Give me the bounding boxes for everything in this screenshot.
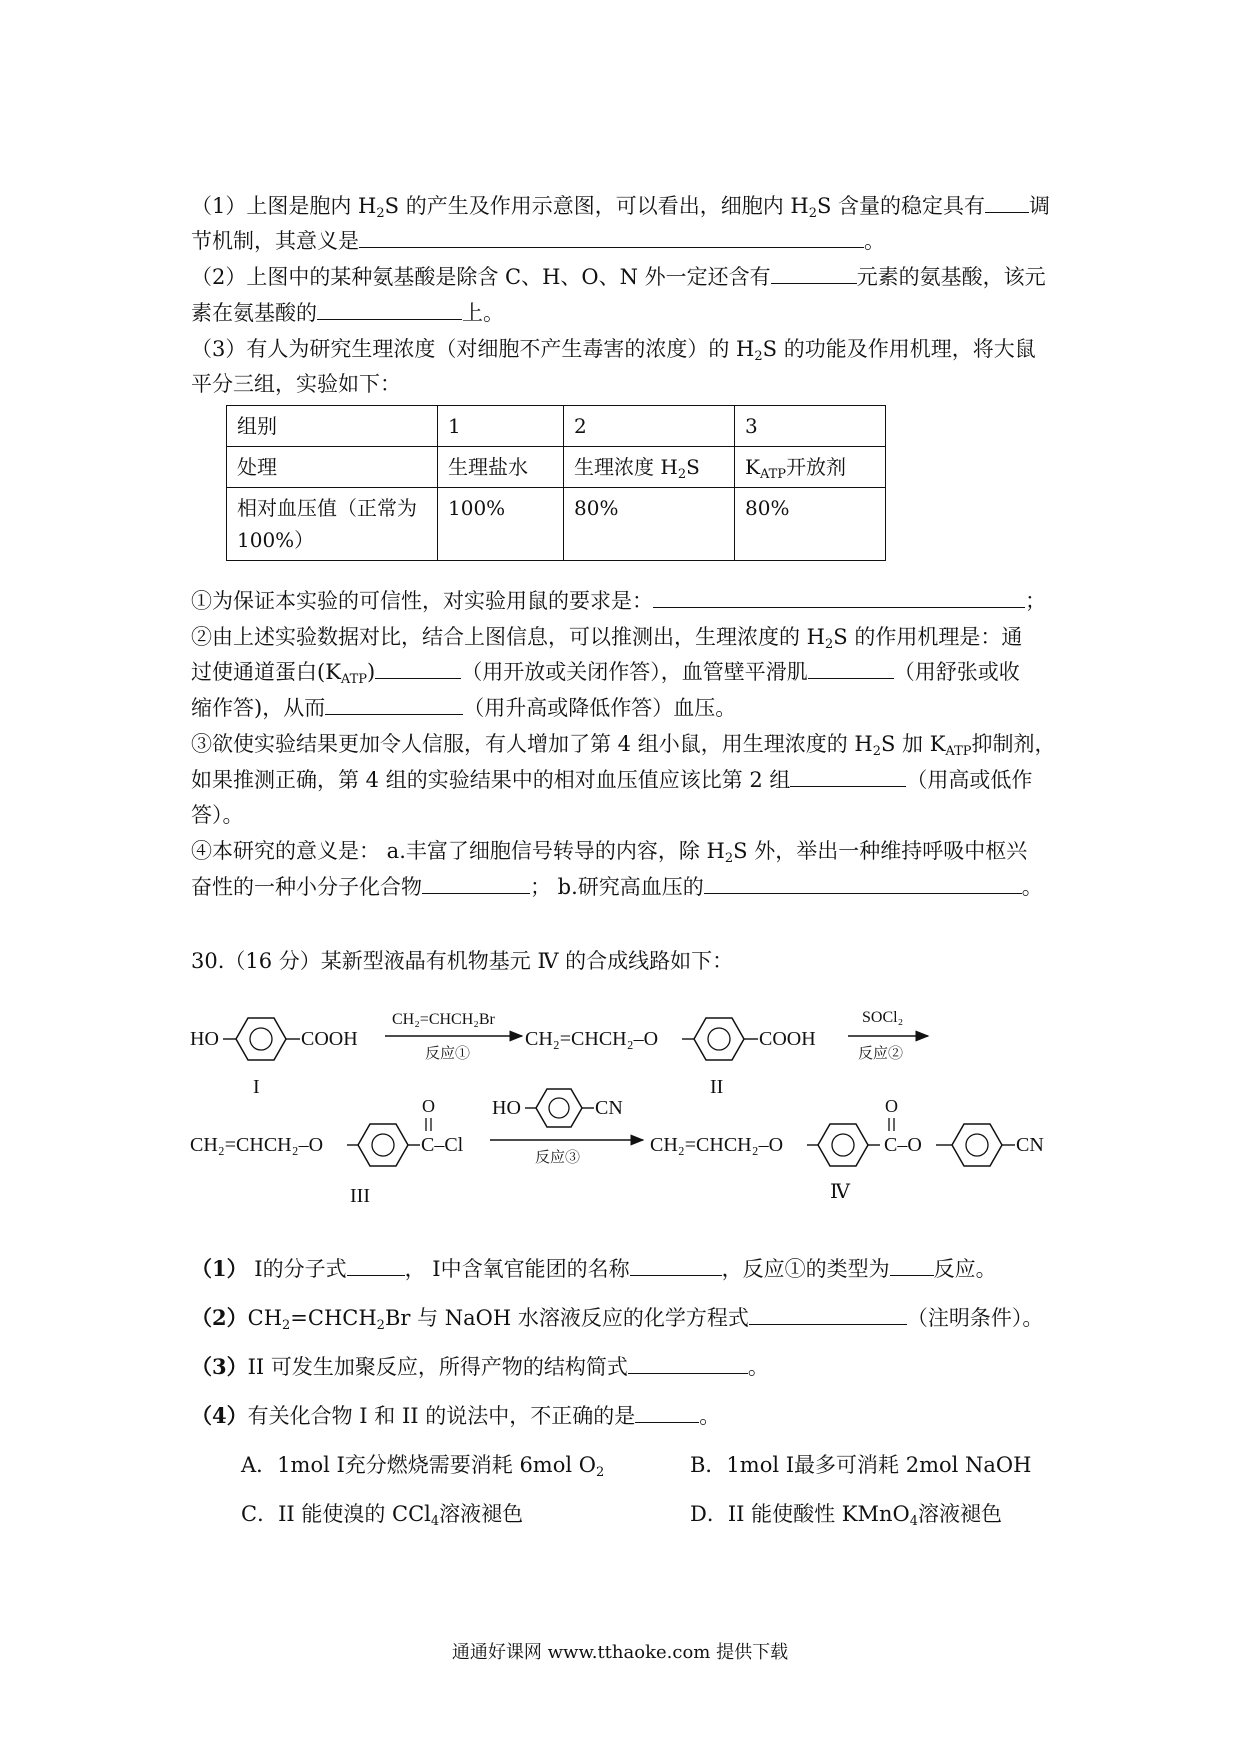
option-d[interactable]: D．II 能使酸性 KMnO$_4$溶液褪色 — [690, 1502, 1002, 1529]
q29-s3-line3: 答）。 — [191, 803, 244, 827]
benzene-ring — [694, 1018, 744, 1060]
benzene-ring — [536, 1089, 582, 1127]
page-footer: 通通好课网 www.tthaoke.com 提供下载 — [451, 1642, 789, 1663]
compound-III-ccl: C–Cl — [421, 1134, 464, 1156]
q30-4: （4）有关化合物 I 和 II 的说法中，不正确的是 。 — [191, 1403, 721, 1428]
q30-2: $(2)CH_2=CHCH_2Br$ 与 NaOH 水溶液反应的化学方程式 （注明条件）。 — [191, 1305, 1044, 1333]
answer-blank[interactable] — [890, 1255, 934, 1276]
experiment-table — [226, 405, 886, 561]
compound-III-left: CH₂=CHCH₂–O — [190, 1134, 324, 1156]
q29-s2-line1: ②由上述实验数据对比，结合上图信息，可以推测出，生理浓度的 $H_2S$ 的作用机理是：通 — [191, 625, 1023, 652]
answer-blank[interactable] — [749, 1304, 907, 1325]
reaction1-reagent: CH₂=CHCH₂Br — [392, 1011, 495, 1028]
answer-blank[interactable] — [325, 694, 463, 715]
label-IV: Ⅳ — [830, 1181, 850, 1203]
q29-2-line1: （2）上图中的某种氨基酸是除含 C、H、O、N 外一定还含有 元素的氨基酸，该元 — [191, 265, 1046, 289]
q29-1-line2: 节机制，其意义是 。 — [191, 229, 885, 253]
compound-II-cooh: COOH — [759, 1028, 816, 1050]
label-I: I — [253, 1076, 260, 1098]
q30-3: （3）II 可发生加聚反应，所得产物的结构简式 。 — [191, 1354, 769, 1379]
benzene-ring — [818, 1124, 868, 1166]
answer-blank[interactable] — [635, 1402, 699, 1423]
synthesis-scheme — [0, 1000, 1240, 1250]
compound-I-cooh: COOH — [301, 1028, 358, 1050]
q29-s3-line1: ③欲使实验结果更加令人信服，有人增加了第 4 组小鼠，用生理浓度的 $H_2S$ 加 $K_{ATP}$抑制剂， — [191, 732, 1056, 759]
reaction3-label: 反应③ — [535, 1150, 581, 1166]
compound-IV-o: O — [885, 1096, 898, 1116]
q29-3-line1: （3）有人为研究生理浓度（对细胞不产生毒害的浓度）的 $H_2S$ 的功能及作用机理，将大鼠 — [191, 337, 1036, 364]
q29-3-line2: 平分三组，实验如下： — [191, 372, 401, 396]
q29-s4-line1: ④本研究的意义是： a.丰富了细胞信号转导的内容，除 $H_2S$ 外，举出一种维持呼吸中枢兴 — [191, 839, 1028, 866]
table-row: 相对血压值（正常为 100%） 100% 80% 80% — [227, 488, 886, 561]
answer-blank[interactable] — [317, 299, 462, 320]
answer-blank[interactable] — [653, 587, 1025, 608]
compound-I-ho: HO — [190, 1028, 219, 1050]
answer-blank[interactable] — [808, 658, 894, 679]
q29-2-line2: 素在氨基酸的 上。 — [191, 301, 504, 325]
compound-II-left: CH₂=CHCH₂–O — [525, 1028, 659, 1050]
benzene-ring — [236, 1018, 286, 1060]
benzene-ring — [358, 1124, 408, 1166]
answer-blank[interactable] — [630, 1255, 722, 1276]
reaction3-reagent-ho: HO — [492, 1097, 521, 1119]
q29-s4-line2: 奋性的一种小分子化合物 ； b.研究高血压的 。 — [191, 875, 1043, 899]
q29-s2-line3: 缩作答)，从而 （用升高或降低作答）血压。 — [191, 696, 737, 720]
option-c[interactable]: C．II 能使溴的 CCl$_4$溶液褪色 — [241, 1502, 524, 1529]
answer-blank[interactable] — [704, 873, 1022, 894]
answer-blank[interactable] — [359, 227, 864, 248]
table-row: 组别 1 2 3 — [227, 406, 886, 447]
compound-IV-left: CH₂=CHCH₂–O — [650, 1134, 784, 1156]
reaction3-reagent-cn: CN — [595, 1097, 623, 1119]
answer-blank[interactable] — [985, 192, 1029, 213]
answer-blank[interactable] — [422, 873, 530, 894]
reaction2-label: 反应② — [858, 1046, 904, 1062]
q29-s1: ①为保证本实验的可信性，对实验用鼠的要求是： ； — [191, 589, 1046, 613]
q30-title: 30.（16 分）某新型液晶有机物基元 Ⅳ 的合成线路如下： — [191, 949, 734, 973]
answer-blank[interactable] — [771, 263, 857, 284]
answer-blank[interactable] — [347, 1255, 405, 1276]
answer-blank[interactable] — [790, 766, 906, 787]
answer-blank[interactable] — [628, 1353, 748, 1374]
option-a[interactable]: A．1mol Ⅰ充分燃烧需要消耗 6mol $O_2$ — [241, 1453, 605, 1480]
q29-s2-line2: 过使通道蛋白$(K_{ATP})$ （用开放或关闭作答），血管壁平滑肌 （用舒张或收 — [191, 660, 1020, 687]
table-row: 处理 生理盐水 生理浓度 $H_2S$ $K_{ATP}$开放剂 — [227, 447, 886, 488]
compound-IV-co: C–O — [884, 1134, 922, 1156]
compound-IV-cn: CN — [1016, 1134, 1044, 1156]
answer-blank[interactable] — [375, 658, 461, 679]
label-III: III — [350, 1185, 370, 1207]
option-b[interactable]: B．1mol Ⅰ最多可消耗 2mol NaOH — [690, 1453, 1032, 1477]
label-II: II — [710, 1076, 724, 1098]
q29-s3-line2: 如果推测正确，第 4 组的实验结果中的相对血压值应该比第 2 组 （用高或低作 — [191, 768, 1033, 792]
reaction1-label: 反应① — [425, 1046, 471, 1062]
q29-1-line1: （1）上图是胞内 $H_2S$ 的产生及作用示意图，可以看出，细胞内 $H_2S$ 含量的稳定具有 调 — [191, 194, 1051, 221]
q30-1: （1） Ⅰ的分子式 ， Ⅰ中含氧官能团的名称 ，反应①的类型为 反应。 — [191, 1256, 997, 1281]
benzene-ring — [952, 1124, 1002, 1166]
reaction2-reagent: SOCl₂ — [862, 1009, 904, 1026]
compound-III-o: O — [422, 1096, 435, 1116]
